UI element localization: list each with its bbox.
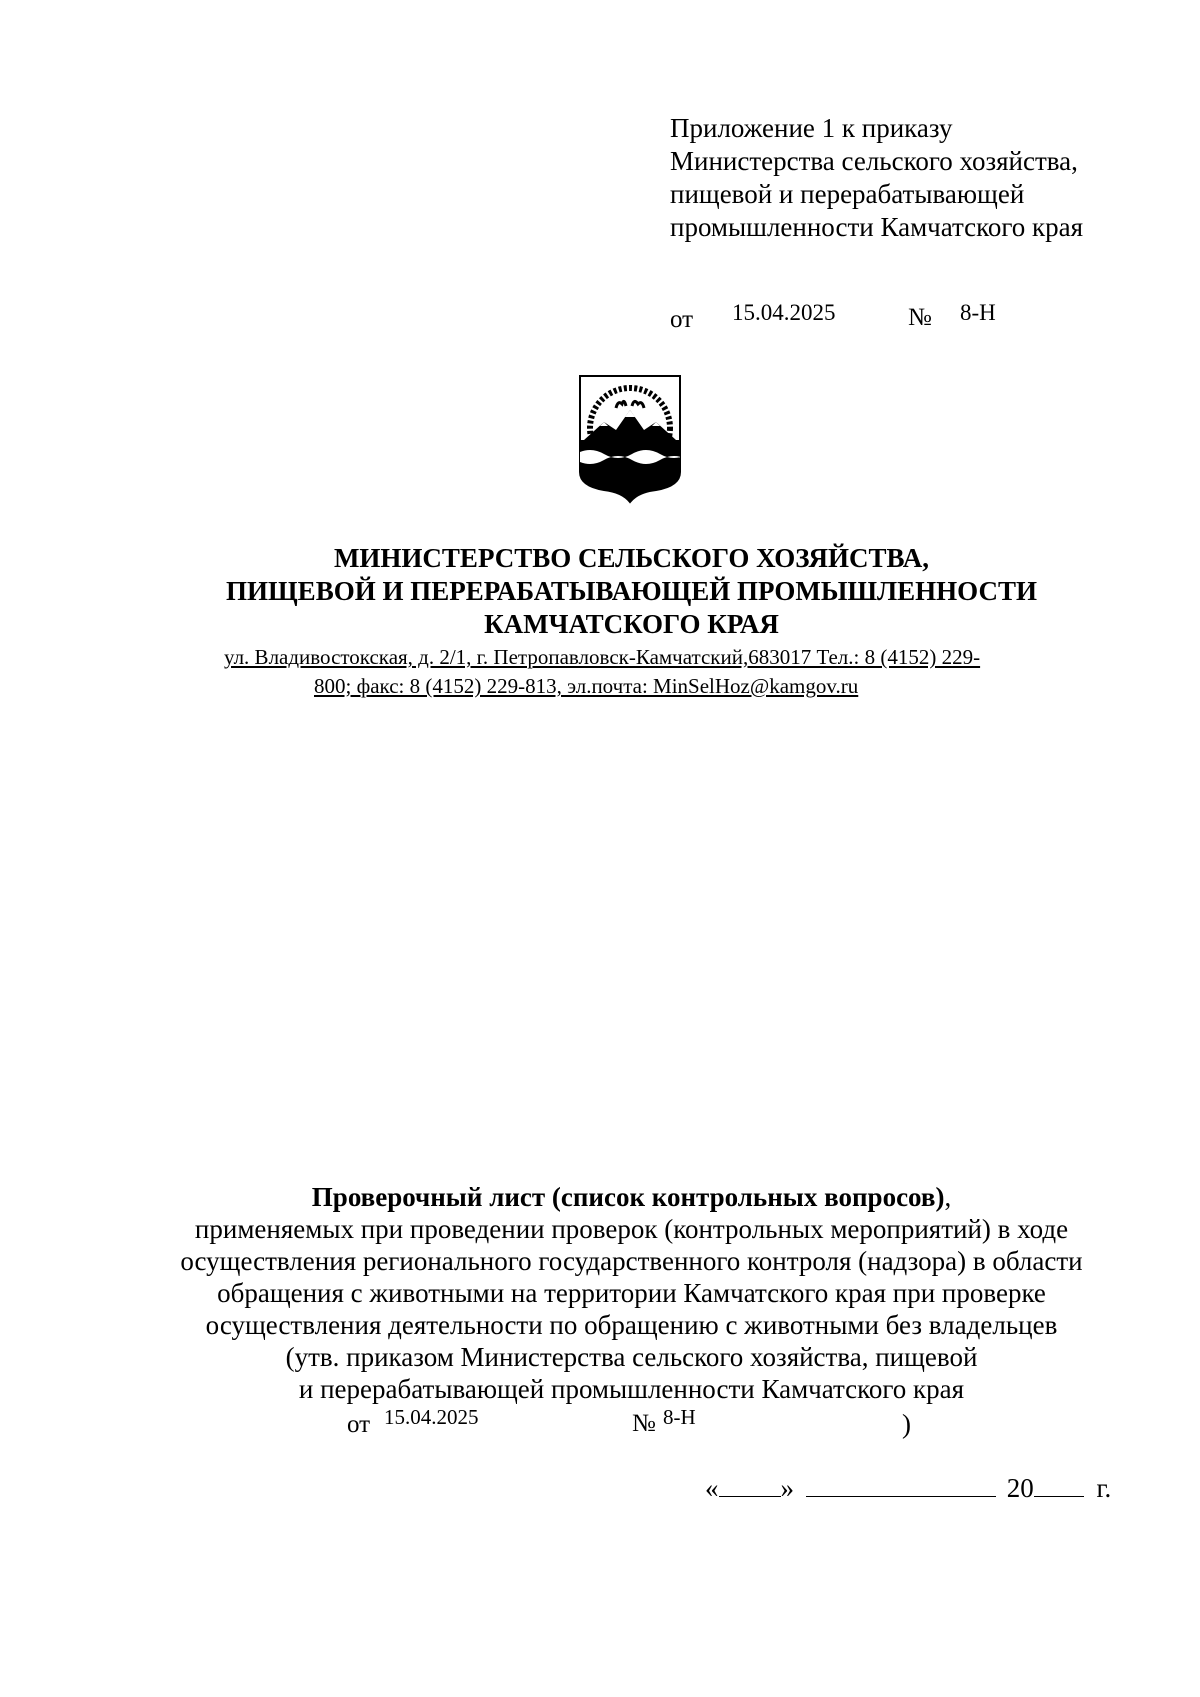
checklist-description-line: и перерабатывающей промышленности Камчатского края — [298, 1374, 965, 1404]
ministry-name-line: МИНИСТЕРСТВО СЕЛЬСКОГО ХОЗЯЙСТВА, — [333, 543, 930, 573]
appendix-line: Министерства сельского хозяйства, — [670, 146, 1078, 176]
checklist-description-line: (утв. приказом Министерства сельского хозяйства, пищевой — [285, 1342, 978, 1372]
checklist-description-line: применяемых при проведении проверок (контрольных мероприятий) в ходе — [194, 1214, 1069, 1244]
ministry-name-line: КАМЧАТСКОГО КРАЯ — [484, 609, 779, 639]
date-fill-line — [705, 1470, 1111, 1504]
checklist-title-comma: , — [944, 1182, 952, 1212]
checklist-description-line: осуществления деятельности по обращению с животными без владельцев — [205, 1310, 1058, 1340]
appendix-line: промышленности Камчатского края — [670, 212, 1084, 242]
checklist-title-block — [0, 1181, 1200, 1405]
order-number: 8-Н — [960, 300, 996, 325]
approval-date: 15.04.2025 — [384, 1405, 479, 1429]
order-number-sign: № — [908, 304, 932, 331]
close-quote: » — [780, 1473, 794, 1503]
checklist-title-bold: Проверочный лист (список контрольных вопросов) — [311, 1182, 945, 1212]
order-date: 15.04.2025 — [732, 300, 836, 325]
year-suffix: г. — [1096, 1473, 1112, 1503]
appendix-line: Приложение 1 к приказу — [670, 113, 953, 143]
open-quote: « — [705, 1473, 719, 1503]
century-prefix: 20 — [1006, 1473, 1034, 1503]
month-blank — [806, 1470, 996, 1497]
address-contacts[interactable]: 800; факс: 8 (4152) 229-813, эл.почта: MinSelHoz@kamgov.ru — [314, 674, 859, 698]
ministry-header — [0, 542, 1200, 641]
appendix-header — [670, 112, 1083, 244]
approval-close-paren: ) — [902, 1409, 911, 1439]
day-blank — [719, 1470, 781, 1497]
checklist-description-line: осуществления регионального государственного контроля (надзора) в области — [180, 1246, 1083, 1276]
order-from-label: от — [670, 306, 694, 333]
coat-of-arms-icon — [576, 374, 684, 504]
appendix-line: пищевой и перерабатывающей — [670, 179, 1025, 209]
approval-number-sign: № — [632, 1410, 656, 1437]
address-line: ул. Владивостокская, д. 2/1, г. Петропавловск-Камчатский,683017 Тел.: 8 (4152) 229- — [224, 645, 981, 669]
ministry-name-line: ПИЩЕВОЙ И ПЕРЕРАБАТЫВАЮЩЕЙ ПРОМЫШЛЕННОСТИ — [226, 576, 1037, 606]
approval-number: 8-Н — [663, 1405, 696, 1429]
approval-reference — [0, 1405, 1200, 1441]
approval-from-label: от — [347, 1411, 371, 1438]
order-reference — [670, 300, 1030, 336]
year-blank — [1034, 1470, 1084, 1497]
checklist-title — [0, 1181, 1200, 1213]
checklist-description-line: обращения с животными на территории Камчатского края при проверке — [217, 1278, 1046, 1308]
